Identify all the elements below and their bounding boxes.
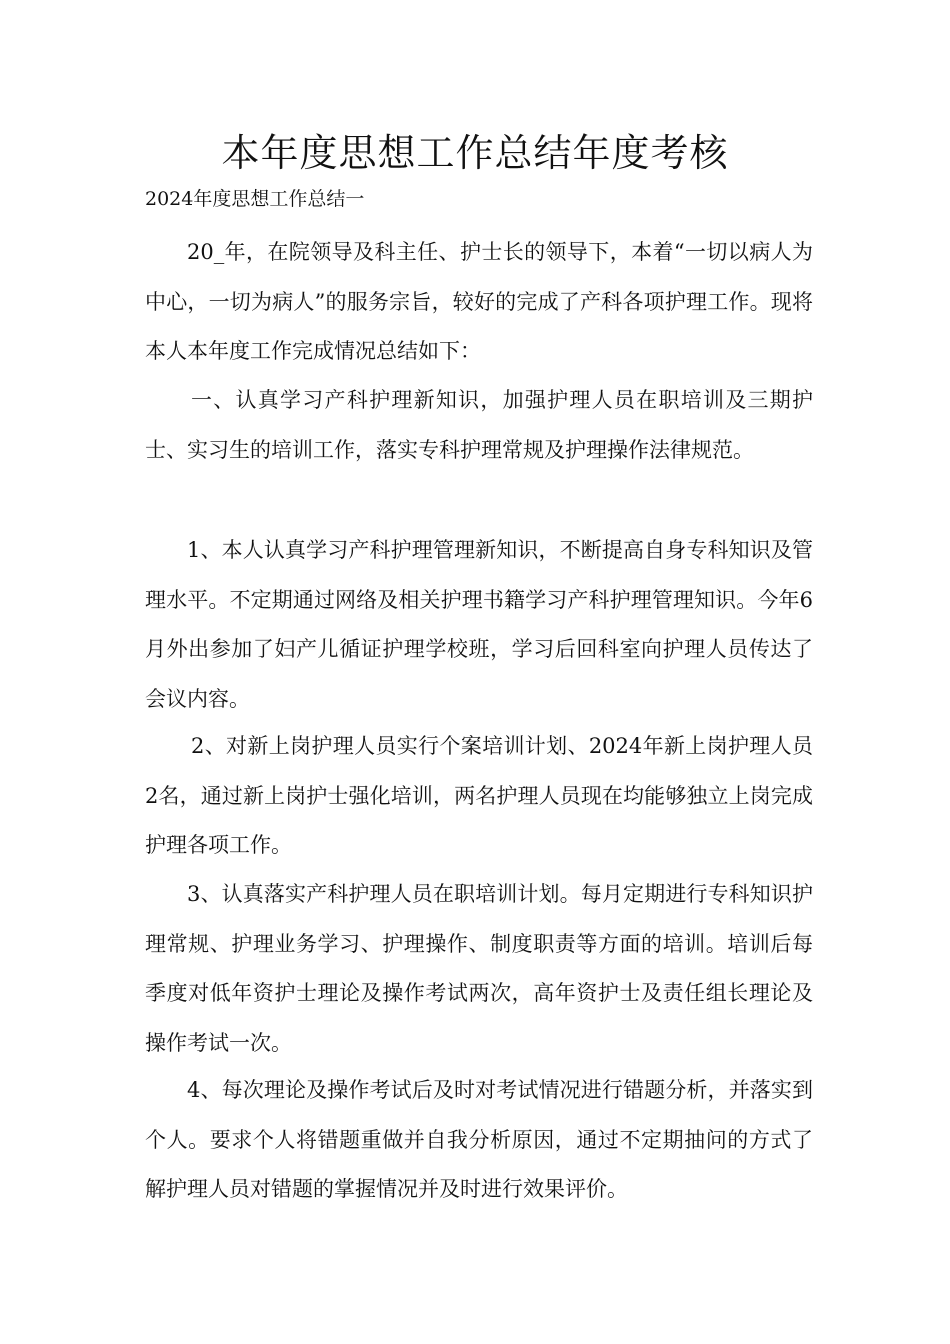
paragraph-item-2: 2、对新上岗护理人员实行个案培训计划、2024年新上岗护理人员2名，通过新上岗护士强化培训，两名护理人员现在均能够独立上岗完成护理各项工作。 <box>145 734 813 857</box>
document-title: 本年度思想工作总结年度考核 <box>221 131 729 175</box>
paragraph-intro: 20_年，在院领导及科主任、护士长的领导下，本着“一切以病人为中心，一切为病人”的服务宗旨，较好的完成了产科各项护理工作。现将本人本年度工作完成情况总结如下： <box>145 240 813 363</box>
paragraph-item-4: 4、每次理论及操作考试后及时对考试情况进行错题分析，并落实到个人。要求个人将错题重做并自我分析原因，通过不定期抽问的方式了解护理人员对错题的掌握情况并及时进行效果评价。 <box>145 1078 813 1201</box>
paragraph-item-1: 1、本人认真学习产科护理管理新知识，不断提高自身专科知识及管理水平。不定期通过网络及相关护理书籍学习产科护理管理知识。今年6月外出参加了妇产儿循证护理学校班，学习后回科室向护理人员传达了会议内容。 <box>145 538 813 711</box>
paragraph-section-one: 一、认真学习产科护理新知识，加强护理人员在职培训及三期护士、实习生的培训工作，落实专科护理常规及护理操作法律规范。 <box>145 388 813 462</box>
document-subtitle: 2024年度思想工作总结一 <box>145 188 365 210</box>
paragraph-item-3: 3、认真落实产科护理人员在职培训计划。每月定期进行专科知识护理常规、护理业务学习、护理操作、制度职责等方面的培训。培训后每季度对低年资护士理论及操作考试两次，高年资护士及责任组长理论及操作考试一次。 <box>145 882 813 1055</box>
